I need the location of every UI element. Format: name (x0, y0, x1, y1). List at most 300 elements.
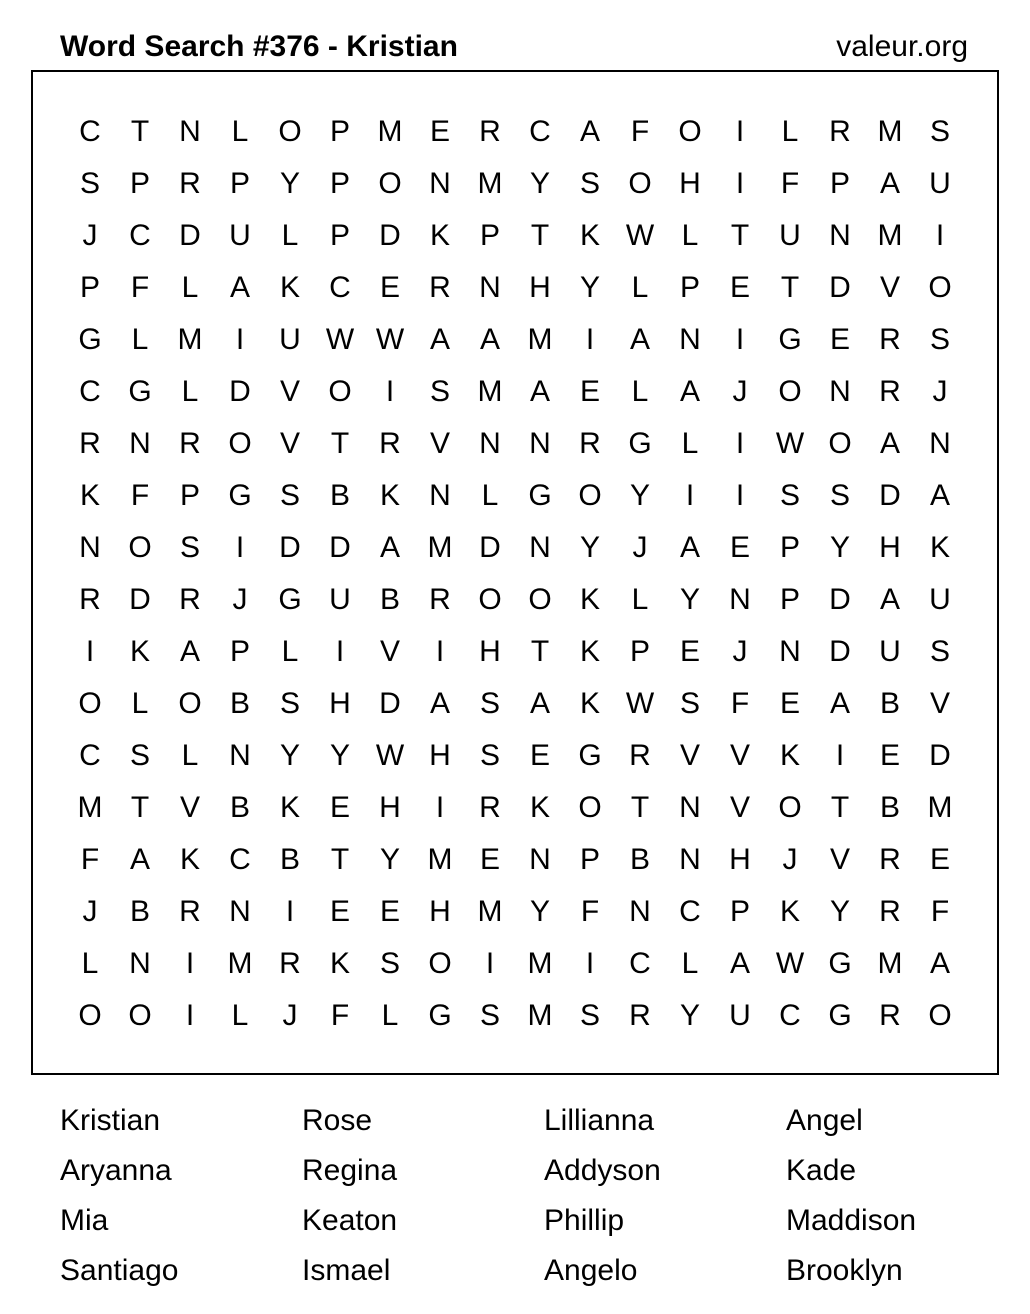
grid-cell[interactable]: W (775, 427, 805, 460)
grid-cell[interactable]: M (477, 375, 503, 408)
grid-cell[interactable]: I (585, 323, 595, 356)
grid-cell[interactable]: D (879, 479, 901, 512)
grid-cell[interactable]: D (329, 531, 351, 564)
grid-cell[interactable]: V (179, 791, 200, 824)
grid-cell[interactable]: P (629, 635, 650, 668)
grid-cell[interactable]: J (282, 999, 298, 1032)
grid-cell[interactable]: Y (329, 739, 350, 772)
grid-cell[interactable]: L (781, 115, 799, 148)
grid-cell[interactable]: B (229, 687, 250, 720)
grid-cell[interactable]: I (735, 427, 745, 460)
grid-cell[interactable]: I (235, 531, 245, 564)
grid-cell[interactable]: K (79, 479, 100, 512)
grid-cell[interactable]: A (579, 115, 600, 148)
grid-cell[interactable]: J (782, 843, 798, 876)
grid-cell[interactable]: O (228, 427, 252, 460)
grid-cell[interactable]: E (329, 895, 350, 928)
grid-cell[interactable]: T (530, 219, 550, 252)
grid-cell[interactable]: A (629, 323, 650, 356)
grid-cell[interactable]: I (435, 635, 445, 668)
grid-cell[interactable]: P (779, 531, 800, 564)
grid-cell[interactable]: E (529, 739, 550, 772)
grid-cell[interactable]: F (630, 115, 650, 148)
grid-cell[interactable]: R (279, 947, 301, 980)
grid-cell[interactable]: E (379, 895, 400, 928)
grid-cell[interactable]: O (628, 167, 652, 200)
grid-cell[interactable]: K (379, 479, 400, 512)
grid-cell[interactable]: I (685, 479, 695, 512)
grid-cell[interactable]: O (78, 999, 102, 1032)
grid-cell[interactable]: Y (829, 531, 850, 564)
grid-cell[interactable]: B (379, 583, 400, 616)
grid-cell[interactable]: R (579, 427, 601, 460)
grid-cell[interactable]: O (778, 375, 802, 408)
grid-cell[interactable]: I (735, 167, 745, 200)
grid-cell[interactable]: V (279, 427, 300, 460)
grid-cell[interactable]: I (735, 479, 745, 512)
grid-cell[interactable]: G (778, 323, 802, 356)
grid-cell[interactable]: G (828, 947, 852, 980)
grid-cell[interactable]: O (478, 583, 502, 616)
grid-cell[interactable]: N (429, 167, 451, 200)
grid-cell[interactable]: O (178, 687, 202, 720)
grid-cell[interactable]: K (529, 791, 550, 824)
grid-cell[interactable]: F (580, 895, 600, 928)
grid-cell[interactable]: N (229, 739, 251, 772)
grid-cell[interactable]: C (629, 947, 651, 980)
grid-cell[interactable]: W (375, 323, 405, 356)
grid-cell[interactable]: K (129, 635, 150, 668)
grid-cell[interactable]: L (131, 323, 149, 356)
grid-cell[interactable]: E (729, 271, 750, 304)
grid-cell[interactable]: T (130, 791, 150, 824)
grid-cell[interactable]: T (530, 635, 550, 668)
grid-cell[interactable]: N (529, 531, 551, 564)
grid-cell[interactable]: R (379, 427, 401, 460)
grid-cell[interactable]: J (732, 375, 748, 408)
grid-cell[interactable]: G (578, 739, 602, 772)
grid-cell[interactable]: D (829, 635, 851, 668)
grid-cell[interactable]: G (528, 479, 552, 512)
grid-cell[interactable]: L (181, 375, 199, 408)
grid-cell[interactable]: T (630, 791, 650, 824)
grid-cell[interactable]: S (929, 115, 950, 148)
grid-cell[interactable]: H (479, 635, 501, 668)
grid-cell[interactable]: N (479, 427, 501, 460)
grid-cell[interactable]: D (829, 583, 851, 616)
grid-cell[interactable]: L (81, 947, 99, 980)
grid-cell[interactable]: N (829, 375, 851, 408)
grid-cell[interactable]: H (879, 531, 901, 564)
grid-cell[interactable]: P (79, 271, 100, 304)
grid-cell[interactable]: S (429, 375, 450, 408)
grid-cell[interactable]: H (329, 687, 351, 720)
grid-cell[interactable]: Y (579, 531, 600, 564)
grid-cell[interactable]: O (778, 791, 802, 824)
grid-cell[interactable]: I (185, 999, 195, 1032)
grid-cell[interactable]: E (829, 323, 850, 356)
grid-cell[interactable]: C (529, 115, 551, 148)
grid-cell[interactable]: J (82, 219, 98, 252)
grid-cell[interactable]: K (279, 271, 300, 304)
grid-cell[interactable]: V (729, 739, 750, 772)
grid-cell[interactable]: K (279, 791, 300, 824)
grid-cell[interactable]: O (528, 583, 552, 616)
grid-cell[interactable]: B (879, 687, 900, 720)
grid-cell[interactable]: V (679, 739, 700, 772)
grid-cell[interactable]: O (278, 115, 302, 148)
grid-cell[interactable]: P (329, 115, 350, 148)
grid-cell[interactable]: G (228, 479, 252, 512)
grid-cell[interactable]: T (330, 843, 350, 876)
grid-cell[interactable]: I (735, 115, 745, 148)
grid-cell[interactable]: Y (279, 167, 300, 200)
grid-cell[interactable]: B (629, 843, 650, 876)
grid-cell[interactable]: Y (379, 843, 400, 876)
grid-cell[interactable]: N (179, 115, 201, 148)
grid-cell[interactable]: O (128, 531, 152, 564)
grid-cell[interactable]: F (130, 479, 150, 512)
grid-cell[interactable]: A (529, 687, 550, 720)
grid-cell[interactable]: F (80, 843, 100, 876)
grid-cell[interactable]: O (678, 115, 702, 148)
grid-cell[interactable]: M (877, 219, 903, 252)
grid-cell[interactable]: D (279, 531, 301, 564)
grid-cell[interactable]: I (735, 323, 745, 356)
grid-cell[interactable]: N (529, 843, 551, 876)
grid-cell[interactable]: Y (629, 479, 650, 512)
grid-cell[interactable]: W (625, 219, 655, 252)
grid-cell[interactable]: O (578, 791, 602, 824)
grid-cell[interactable]: L (231, 115, 249, 148)
grid-cell[interactable]: A (879, 427, 900, 460)
grid-cell[interactable]: I (835, 739, 845, 772)
grid-cell[interactable]: O (78, 687, 102, 720)
grid-cell[interactable]: N (679, 323, 701, 356)
grid-cell[interactable]: A (229, 271, 250, 304)
grid-cell[interactable]: U (929, 583, 951, 616)
grid-cell[interactable]: J (932, 375, 948, 408)
grid-cell[interactable]: I (85, 635, 95, 668)
grid-cell[interactable]: M (527, 947, 553, 980)
grid-cell[interactable]: N (829, 219, 851, 252)
grid-cell[interactable]: R (429, 271, 451, 304)
grid-cell[interactable]: N (679, 843, 701, 876)
grid-cell[interactable]: E (479, 843, 500, 876)
grid-cell[interactable]: F (730, 687, 750, 720)
grid-cell[interactable]: I (335, 635, 345, 668)
grid-cell[interactable]: H (729, 843, 751, 876)
grid-cell[interactable]: S (479, 739, 500, 772)
grid-cell[interactable]: A (429, 687, 450, 720)
grid-cell[interactable]: D (379, 687, 401, 720)
grid-cell[interactable]: S (579, 167, 600, 200)
grid-cell[interactable]: C (79, 115, 101, 148)
grid-cell[interactable]: O (328, 375, 352, 408)
grid-cell[interactable]: N (479, 271, 501, 304)
grid-cell[interactable]: D (479, 531, 501, 564)
grid-cell[interactable]: L (681, 219, 699, 252)
grid-cell[interactable]: H (429, 895, 451, 928)
grid-cell[interactable]: E (879, 739, 900, 772)
grid-cell[interactable]: C (679, 895, 701, 928)
grid-cell[interactable]: J (732, 635, 748, 668)
grid-cell[interactable]: L (281, 635, 299, 668)
grid-cell[interactable]: R (179, 583, 201, 616)
grid-cell[interactable]: M (527, 999, 553, 1032)
grid-cell[interactable]: P (779, 583, 800, 616)
grid-cell[interactable]: M (377, 115, 403, 148)
grid-cell[interactable]: R (879, 323, 901, 356)
grid-cell[interactable]: U (329, 583, 351, 616)
grid-cell[interactable]: H (679, 167, 701, 200)
grid-cell[interactable]: A (679, 375, 700, 408)
grid-cell[interactable]: L (281, 219, 299, 252)
grid-cell[interactable]: P (729, 895, 750, 928)
grid-cell[interactable]: E (579, 375, 600, 408)
grid-cell[interactable]: L (181, 739, 199, 772)
grid-cell[interactable]: O (428, 947, 452, 980)
grid-cell[interactable]: C (79, 739, 101, 772)
grid-cell[interactable]: N (929, 427, 951, 460)
grid-cell[interactable]: O (928, 999, 952, 1032)
grid-cell[interactable]: P (329, 167, 350, 200)
grid-cell[interactable]: M (477, 895, 503, 928)
grid-cell[interactable]: S (279, 479, 300, 512)
grid-cell[interactable]: S (929, 323, 950, 356)
grid-cell[interactable]: R (479, 115, 501, 148)
grid-cell[interactable]: N (779, 635, 801, 668)
grid-cell[interactable]: W (775, 947, 805, 980)
grid-cell[interactable]: A (879, 167, 900, 200)
grid-cell[interactable]: A (879, 583, 900, 616)
grid-cell[interactable]: S (79, 167, 100, 200)
grid-cell[interactable]: N (729, 583, 751, 616)
grid-cell[interactable]: I (485, 947, 495, 980)
grid-cell[interactable]: C (129, 219, 151, 252)
grid-cell[interactable]: G (428, 999, 452, 1032)
grid-cell[interactable]: N (129, 427, 151, 460)
grid-cell[interactable]: B (879, 791, 900, 824)
grid-cell[interactable]: P (329, 219, 350, 252)
grid-cell[interactable]: P (679, 271, 700, 304)
grid-cell[interactable]: L (631, 271, 649, 304)
grid-cell[interactable]: F (330, 999, 350, 1032)
grid-cell[interactable]: R (79, 427, 101, 460)
grid-cell[interactable]: W (325, 323, 355, 356)
grid-cell[interactable]: A (929, 479, 950, 512)
grid-cell[interactable]: S (279, 687, 300, 720)
grid-cell[interactable]: O (128, 999, 152, 1032)
grid-cell[interactable]: Y (679, 583, 700, 616)
grid-cell[interactable]: F (930, 895, 950, 928)
grid-cell[interactable]: F (780, 167, 800, 200)
grid-cell[interactable]: B (279, 843, 300, 876)
grid-cell[interactable]: M (477, 167, 503, 200)
grid-cell[interactable]: B (129, 895, 150, 928)
grid-cell[interactable]: A (379, 531, 400, 564)
grid-cell[interactable]: N (129, 947, 151, 980)
grid-cell[interactable]: L (681, 947, 699, 980)
grid-cell[interactable]: L (631, 375, 649, 408)
grid-cell[interactable]: K (579, 635, 600, 668)
grid-cell[interactable]: N (679, 791, 701, 824)
grid-cell[interactable]: L (131, 687, 149, 720)
grid-cell[interactable]: N (429, 479, 451, 512)
grid-cell[interactable]: K (179, 843, 200, 876)
grid-cell[interactable]: I (185, 947, 195, 980)
grid-cell[interactable]: S (679, 687, 700, 720)
grid-cell[interactable]: P (129, 167, 150, 200)
grid-cell[interactable]: M (427, 531, 453, 564)
grid-cell[interactable]: A (429, 323, 450, 356)
grid-cell[interactable]: B (229, 791, 250, 824)
grid-cell[interactable]: S (829, 479, 850, 512)
grid-cell[interactable]: E (379, 271, 400, 304)
grid-cell[interactable]: Y (579, 271, 600, 304)
grid-cell[interactable]: P (229, 167, 250, 200)
grid-cell[interactable]: A (179, 635, 200, 668)
grid-cell[interactable]: D (179, 219, 201, 252)
grid-cell[interactable]: A (729, 947, 750, 980)
grid-cell[interactable]: J (82, 895, 98, 928)
grid-cell[interactable]: V (879, 271, 900, 304)
grid-cell[interactable]: P (479, 219, 500, 252)
grid-cell[interactable]: R (829, 115, 851, 148)
grid-cell[interactable]: H (379, 791, 401, 824)
grid-cell[interactable]: A (929, 947, 950, 980)
grid-cell[interactable]: O (378, 167, 402, 200)
grid-cell[interactable]: R (429, 583, 451, 616)
grid-cell[interactable]: O (928, 271, 952, 304)
grid-cell[interactable]: F (130, 271, 150, 304)
grid-cell[interactable]: P (829, 167, 850, 200)
grid-cell[interactable]: M (877, 947, 903, 980)
grid-cell[interactable]: I (235, 323, 245, 356)
grid-cell[interactable]: C (779, 999, 801, 1032)
grid-cell[interactable]: J (232, 583, 248, 616)
grid-cell[interactable]: N (79, 531, 101, 564)
grid-cell[interactable]: D (829, 271, 851, 304)
grid-cell[interactable]: C (329, 271, 351, 304)
grid-cell[interactable]: A (679, 531, 700, 564)
grid-cell[interactable]: O (828, 427, 852, 460)
grid-cell[interactable]: V (729, 791, 750, 824)
grid-cell[interactable]: D (929, 739, 951, 772)
grid-cell[interactable]: M (877, 115, 903, 148)
grid-cell[interactable]: P (179, 479, 200, 512)
grid-cell[interactable]: R (629, 999, 651, 1032)
grid-cell[interactable]: R (179, 167, 201, 200)
grid-cell[interactable]: E (329, 791, 350, 824)
grid-cell[interactable]: H (529, 271, 551, 304)
grid-cell[interactable]: U (729, 999, 751, 1032)
grid-cell[interactable]: Y (829, 895, 850, 928)
grid-cell[interactable]: I (935, 219, 945, 252)
grid-cell[interactable]: T (830, 791, 850, 824)
grid-cell[interactable]: S (479, 999, 500, 1032)
grid-cell[interactable]: L (681, 427, 699, 460)
grid-cell[interactable]: N (229, 895, 251, 928)
grid-cell[interactable]: R (879, 895, 901, 928)
grid-cell[interactable]: A (129, 843, 150, 876)
grid-cell[interactable]: T (130, 115, 150, 148)
grid-cell[interactable]: K (429, 219, 450, 252)
grid-cell[interactable]: W (625, 687, 655, 720)
grid-cell[interactable]: K (579, 687, 600, 720)
grid-cell[interactable]: A (529, 375, 550, 408)
grid-cell[interactable]: S (479, 687, 500, 720)
grid-cell[interactable]: M (527, 323, 553, 356)
grid-cell[interactable]: K (779, 895, 800, 928)
grid-cell[interactable]: Y (279, 739, 300, 772)
grid-cell[interactable]: R (479, 791, 501, 824)
grid-cell[interactable]: O (578, 479, 602, 512)
grid-cell[interactable]: B (329, 479, 350, 512)
grid-cell[interactable]: G (78, 323, 102, 356)
grid-cell[interactable]: V (379, 635, 400, 668)
grid-cell[interactable]: T (330, 427, 350, 460)
grid-cell[interactable]: D (379, 219, 401, 252)
grid-cell[interactable]: M (77, 791, 103, 824)
grid-cell[interactable]: I (585, 947, 595, 980)
grid-cell[interactable]: I (385, 375, 395, 408)
grid-cell[interactable]: S (129, 739, 150, 772)
grid-cell[interactable]: C (79, 375, 101, 408)
grid-cell[interactable]: R (79, 583, 101, 616)
grid-cell[interactable]: C (229, 843, 251, 876)
grid-cell[interactable]: V (829, 843, 850, 876)
grid-cell[interactable]: S (179, 531, 200, 564)
grid-cell[interactable]: M (177, 323, 203, 356)
grid-cell[interactable]: H (429, 739, 451, 772)
grid-cell[interactable]: L (631, 583, 649, 616)
grid-cell[interactable]: D (129, 583, 151, 616)
grid-cell[interactable]: D (229, 375, 251, 408)
grid-cell[interactable]: V (929, 687, 950, 720)
grid-cell[interactable]: E (679, 635, 700, 668)
grid-cell[interactable]: S (929, 635, 950, 668)
grid-cell[interactable]: M (927, 791, 953, 824)
grid-cell[interactable]: R (629, 739, 651, 772)
grid-cell[interactable]: R (879, 999, 901, 1032)
grid-cell[interactable]: J (632, 531, 648, 564)
grid-cell[interactable]: U (229, 219, 251, 252)
grid-cell[interactable]: A (479, 323, 500, 356)
grid-cell[interactable]: U (929, 167, 951, 200)
grid-cell[interactable]: K (579, 583, 600, 616)
grid-cell[interactable]: Y (529, 167, 550, 200)
grid-cell[interactable]: S (579, 999, 600, 1032)
grid-cell[interactable]: S (379, 947, 400, 980)
grid-cell[interactable]: I (285, 895, 295, 928)
grid-cell[interactable]: L (481, 479, 499, 512)
grid-cell[interactable]: V (279, 375, 300, 408)
grid-cell[interactable]: M (427, 843, 453, 876)
grid-cell[interactable]: E (929, 843, 950, 876)
grid-cell[interactable]: E (779, 687, 800, 720)
grid-cell[interactable]: G (628, 427, 652, 460)
grid-cell[interactable]: U (779, 219, 801, 252)
grid-cell[interactable]: Y (679, 999, 700, 1032)
grid-cell[interactable]: T (730, 219, 750, 252)
grid-cell[interactable]: K (929, 531, 950, 564)
grid-cell[interactable]: K (779, 739, 800, 772)
grid-cell[interactable]: S (779, 479, 800, 512)
grid-cell[interactable]: P (579, 843, 600, 876)
grid-cell[interactable]: W (375, 739, 405, 772)
grid-cell[interactable]: N (629, 895, 651, 928)
